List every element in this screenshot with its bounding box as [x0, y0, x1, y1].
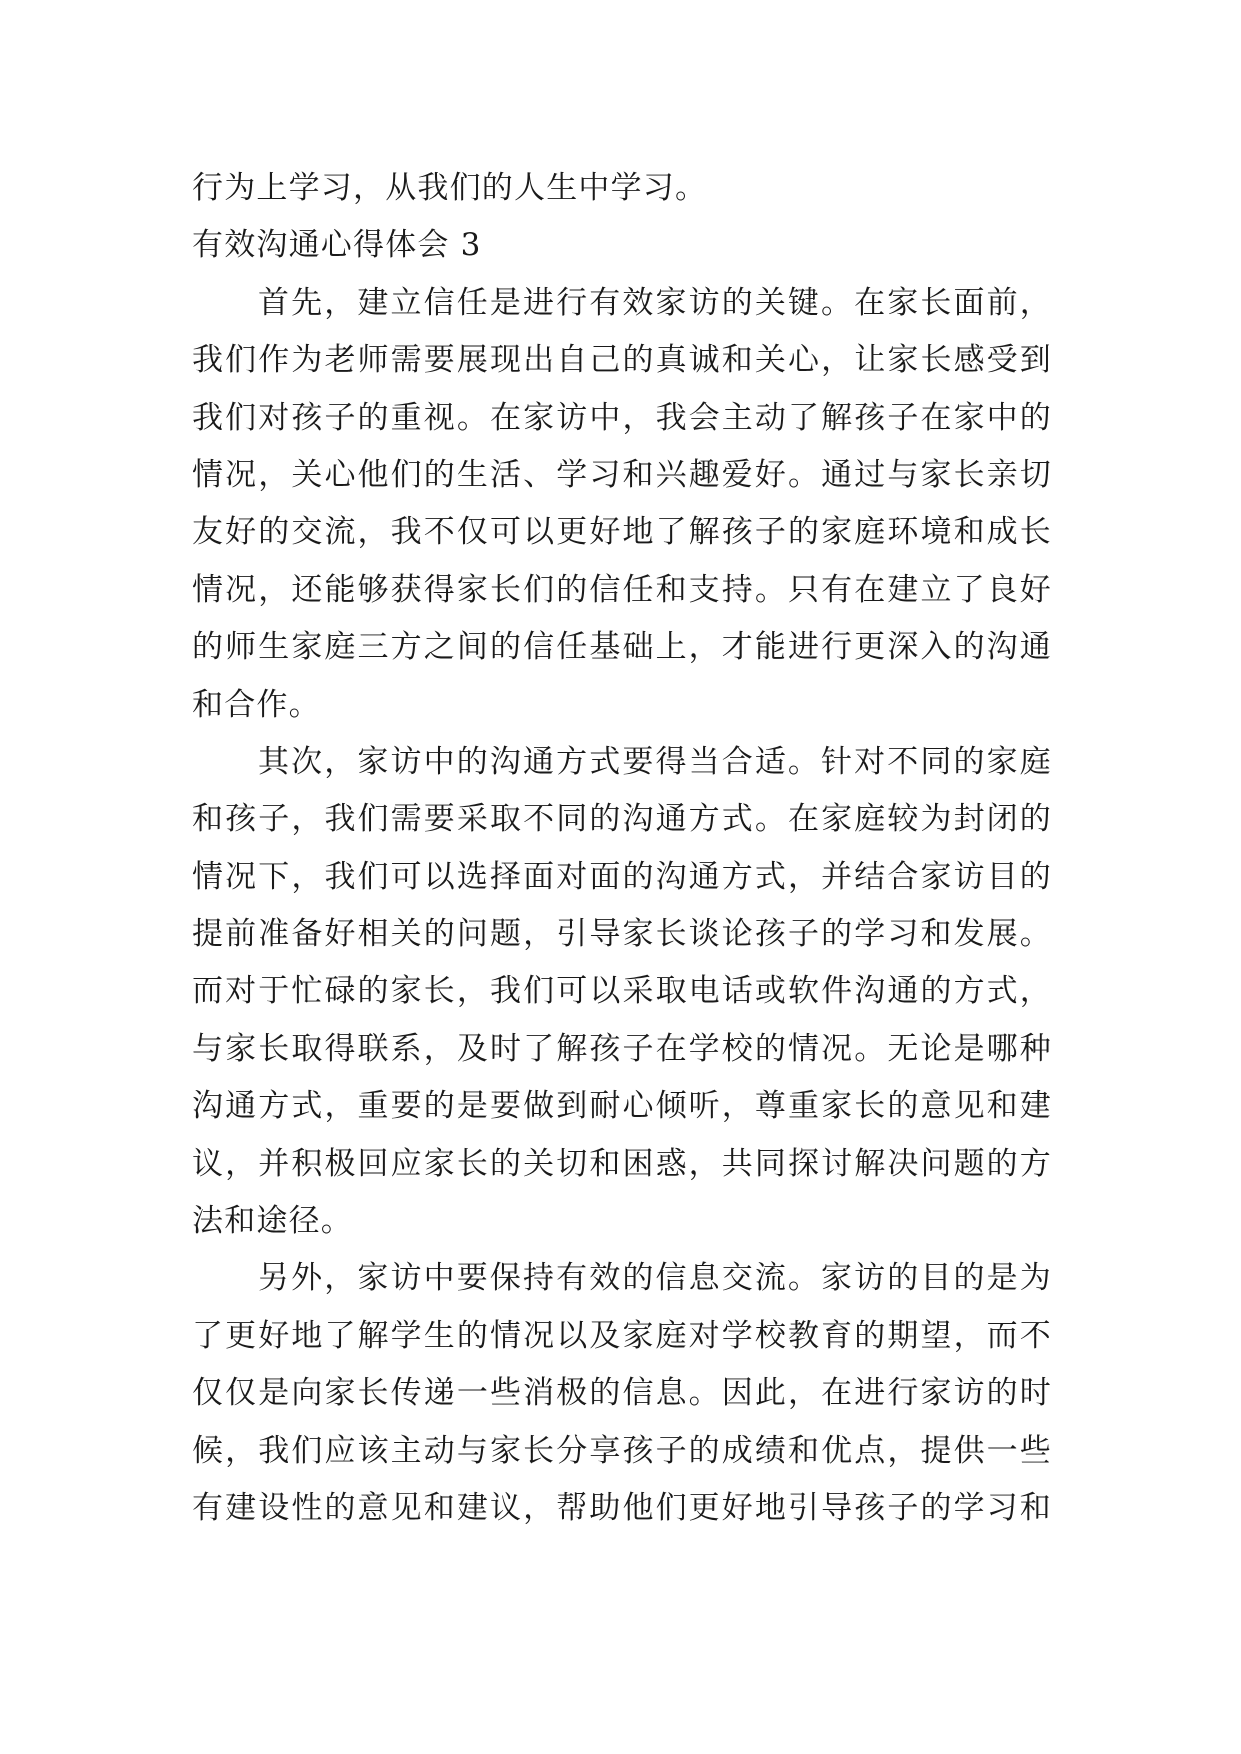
text-line: 有建设性的意见和建议，帮助他们更好地引导孩子的学习和 — [192, 1489, 1052, 1526]
text-line: 行为上学习，从我们的人生中学习。 — [192, 170, 708, 206]
text-line: 情况，关心他们的生活、学习和兴趣爱好。通过与家长亲切 — [192, 456, 1052, 493]
text-line: 其次，家访中的沟通方式要得当合适。针对不同的家庭 — [258, 743, 1052, 780]
paragraph-1 — [192, 275, 1052, 734]
text-line: 议，并积极回应家长的关切和困惑，共同探讨解决问题的方 — [192, 1145, 1052, 1182]
text-line: 情况下，我们可以选择面对面的沟通方式，并结合家访目的 — [192, 858, 1052, 895]
document-body — [192, 160, 1052, 1537]
text-line: 首先，建立信任是进行有效家访的关键。在家长面前， — [258, 284, 1052, 321]
text-line: 提前准备好相关的问题，引导家长谈论孩子的学习和发展。 — [192, 916, 1052, 953]
text-line: 另外，家访中要保持有效的信息交流。家访的目的是为 — [258, 1260, 1052, 1297]
text-line: 友好的交流，我不仅可以更好地了解孩子的家庭环境和成长 — [192, 514, 1052, 551]
text-line: 沟通方式，重要的是要做到耐心倾听，尊重家长的意见和建 — [192, 1088, 1052, 1125]
paragraph-2 — [192, 734, 1052, 1251]
text-line: 候，我们应该主动与家长分享孩子的成绩和优点，提供一些 — [192, 1432, 1052, 1469]
section-heading: 有效沟通心得体会 3 — [192, 227, 482, 264]
text-line: 和合作。 — [192, 686, 321, 723]
paragraph-3 — [192, 1250, 1052, 1537]
text-line: 和孩子，我们需要采取不同的沟通方式。在家庭较为封闭的 — [192, 801, 1052, 838]
text-line: 而对于忙碌的家长，我们可以采取电话或软件沟通的方式， — [192, 973, 1052, 1010]
text-line: 我们对孩子的重视。在家访中，我会主动了解孩子在家中的 — [192, 399, 1052, 436]
text-line: 仅仅是向家长传递一些消极的信息。因此，在进行家访的时 — [192, 1375, 1052, 1412]
text-line: 情况，还能够获得家长们的信任和支持。只有在建立了良好 — [192, 571, 1052, 608]
text-line: 我们作为老师需要展现出自己的真诚和关心，让家长感受到 — [192, 342, 1052, 379]
text-line: 的师生家庭三方之间的信任基础上，才能进行更深入的沟通 — [192, 629, 1052, 666]
text-line: 了更好地了解学生的情况以及家庭对学校教育的期望，而不 — [192, 1317, 1052, 1354]
text-line: 法和途径。 — [192, 1203, 353, 1240]
text-line: 与家长取得联系，及时了解孩子在学校的情况。无论是哪种 — [192, 1030, 1052, 1067]
